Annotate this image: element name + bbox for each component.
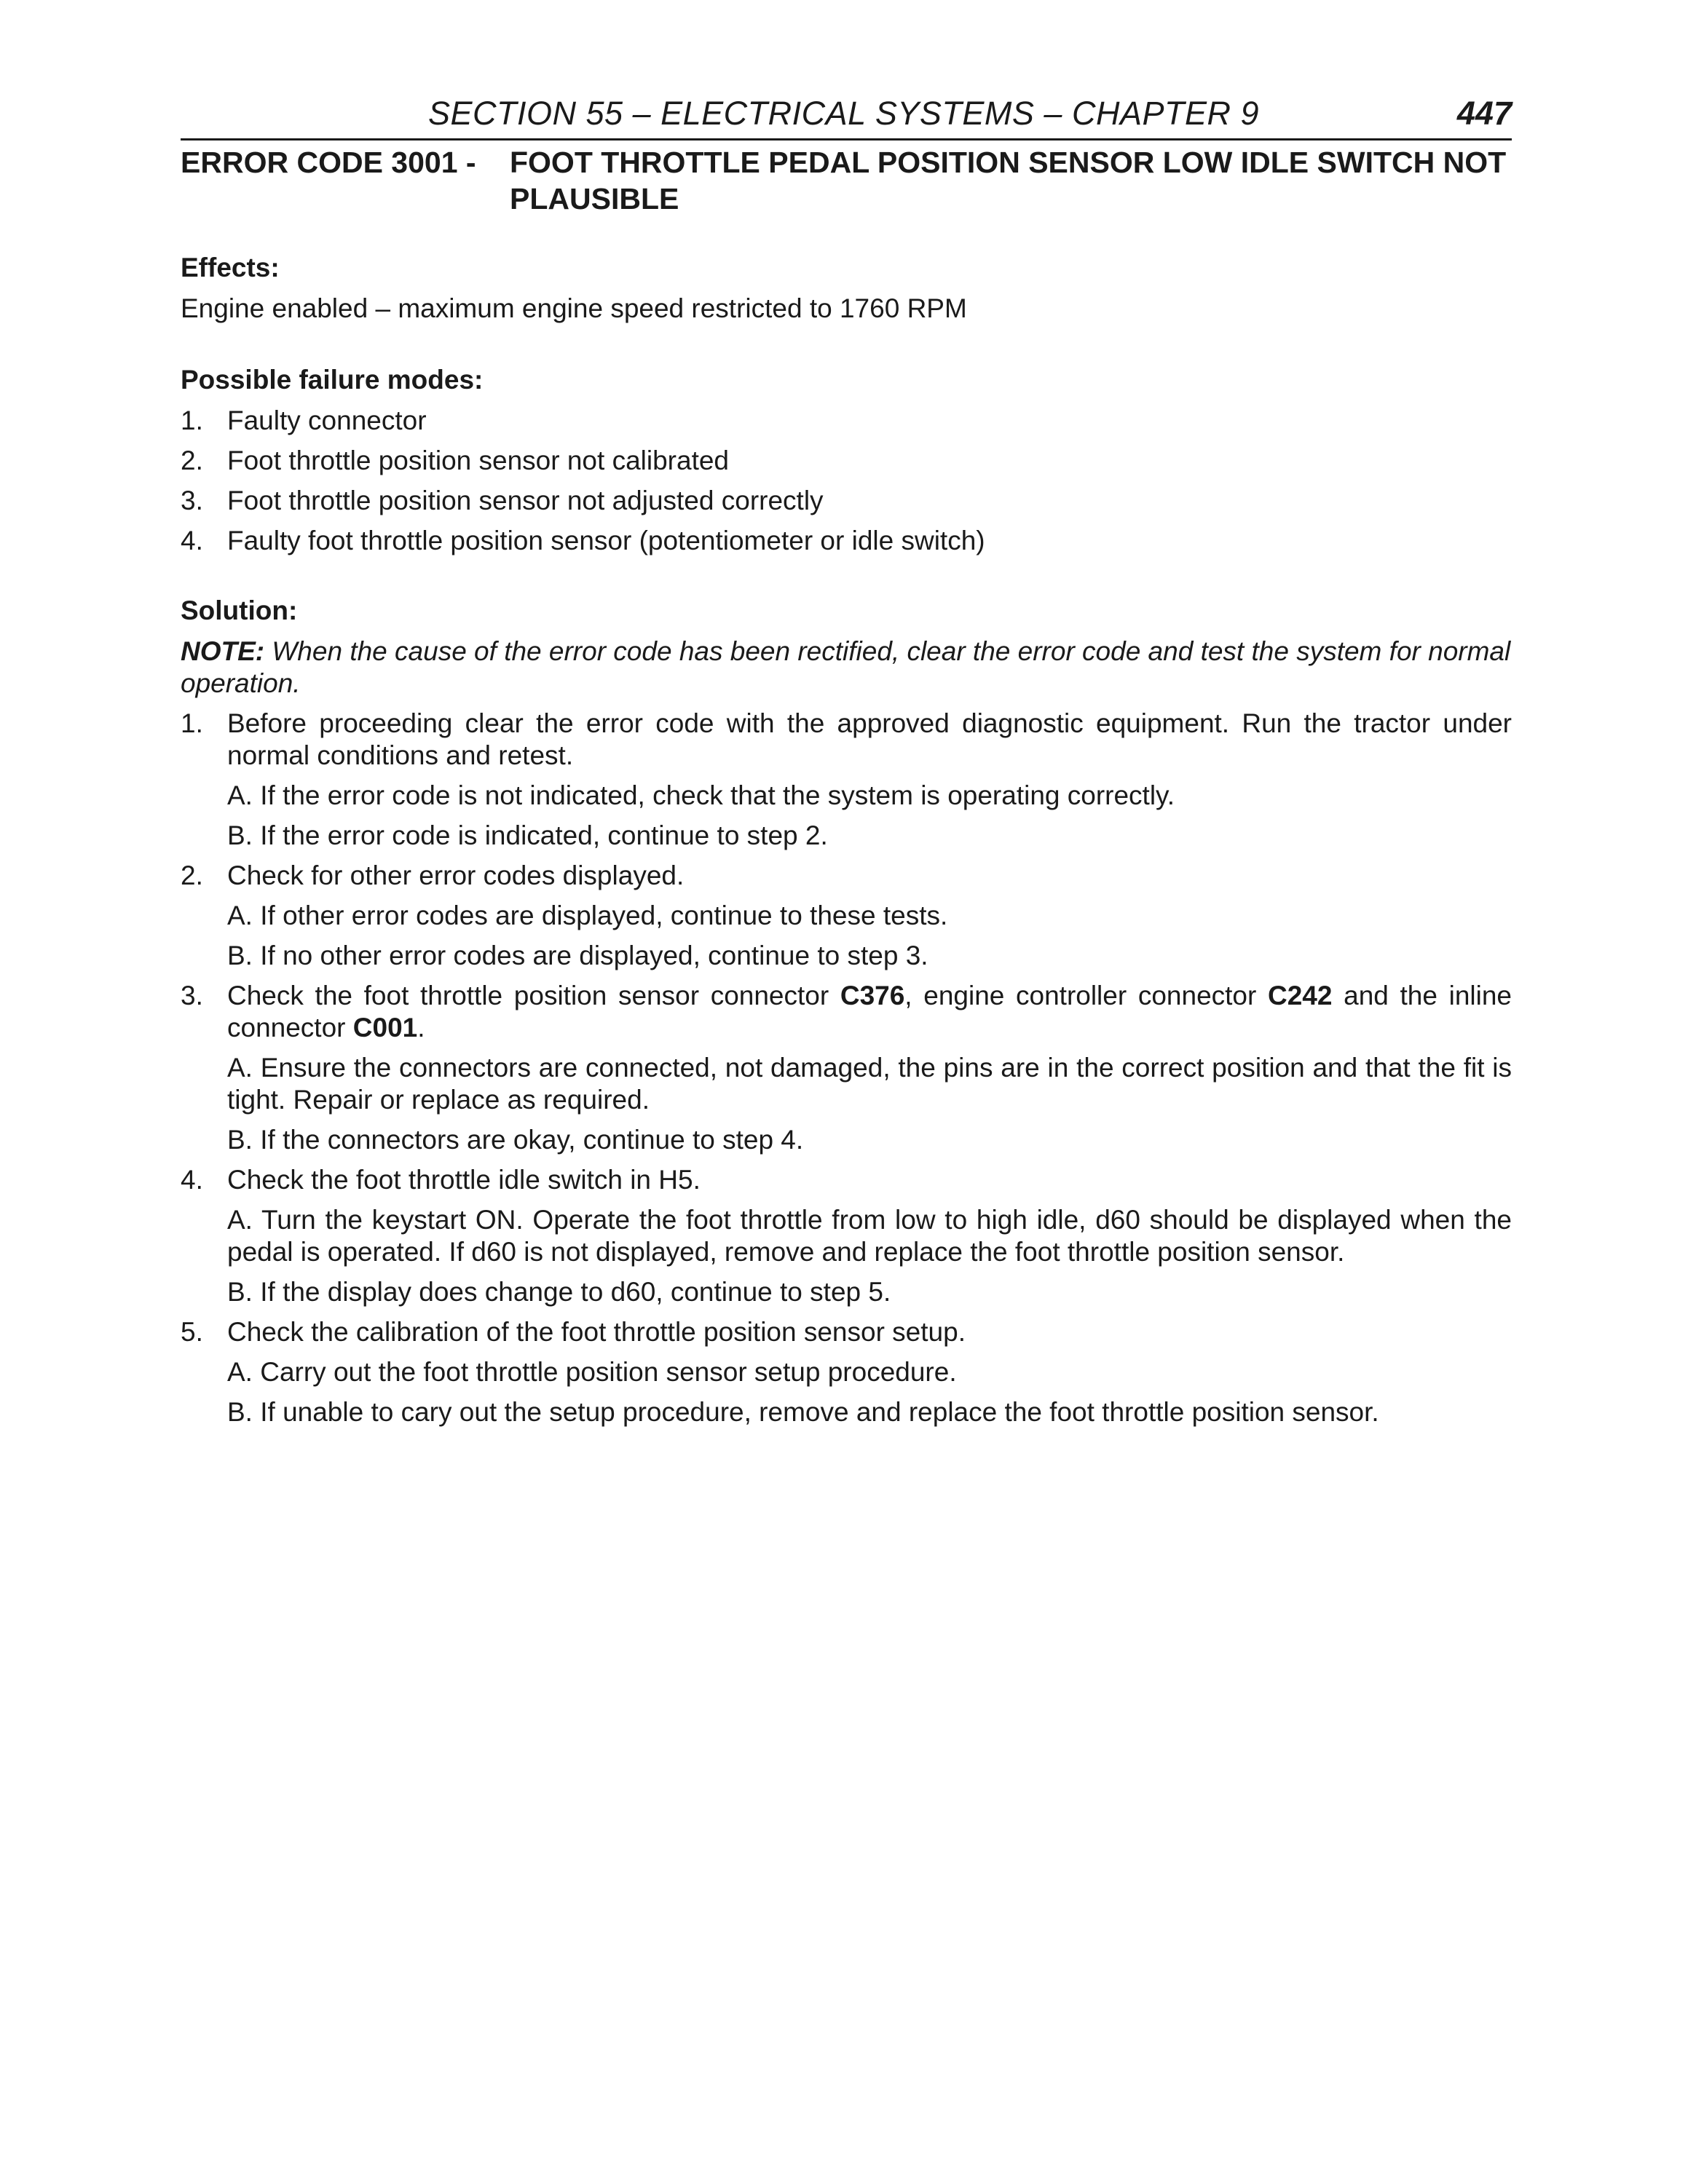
effects-text: Engine enabled – maximum engine speed restricted to 1760 RPM bbox=[181, 293, 967, 323]
step-sub-item: B. If unable to cary out the setup procedure, remove and replace the foot throttle position sensor. bbox=[227, 1397, 1379, 1427]
connector-code: C376 bbox=[840, 981, 905, 1010]
list-item-text: Faulty connector bbox=[227, 405, 427, 435]
step-text-part: . bbox=[417, 1013, 425, 1042]
step-text-part: , engine controller connector bbox=[904, 981, 1268, 1010]
step-text bbox=[227, 981, 1512, 1042]
page-content bbox=[181, 252, 1512, 1436]
solution-step bbox=[181, 860, 1512, 892]
list-number: 1. bbox=[181, 405, 203, 435]
solution-step bbox=[181, 980, 1512, 1044]
failure-mode-item bbox=[181, 525, 1512, 557]
failure-modes-list bbox=[181, 405, 1512, 557]
solution-step bbox=[181, 708, 1512, 772]
list-item-text: Foot throttle position sensor not adjusted correctly bbox=[227, 486, 824, 515]
step-sub-item: A. Turn the keystart ON. Operate the foot throttle from low to high idle, d60 should be displayed when the pedal is operated. If d60 is not displayed, remove and replace the foot throttle position sensor. bbox=[227, 1205, 1512, 1267]
note-paragraph bbox=[181, 636, 1512, 700]
effects-label: Effects: bbox=[181, 253, 280, 282]
step-sub-item: B. If the error code is indicated, continue to step 2. bbox=[227, 820, 828, 850]
step-number: 4. bbox=[181, 1165, 203, 1195]
step-number: 2. bbox=[181, 860, 203, 890]
failure-modes-label: Possible failure modes: bbox=[181, 365, 484, 395]
error-title: FOOT THROTTLE PEDAL POSITION SENSOR LOW IDLE SWITCH NOT PLAUSIBLE bbox=[510, 146, 1507, 215]
list-item-text: Foot throttle position sensor not calibrated bbox=[227, 446, 729, 475]
failure-mode-item bbox=[181, 445, 1512, 477]
note-label: NOTE: bbox=[181, 636, 265, 666]
solution-label: Solution: bbox=[181, 596, 298, 625]
step-sub-item: A. Carry out the foot throttle position sensor setup procedure. bbox=[227, 1357, 957, 1387]
step-sub-item: A. If the error code is not indicated, check that the system is operating correctly. bbox=[227, 780, 1175, 810]
step-text: Check for other error codes displayed. bbox=[227, 860, 685, 890]
connector-code: C001 bbox=[352, 1013, 418, 1042]
list-number: 4. bbox=[181, 526, 203, 555]
step-sub-item: B. If no other error codes are displayed, continue to step 3. bbox=[227, 941, 928, 970]
step-text: Check the foot throttle idle switch in H5. bbox=[227, 1165, 701, 1195]
failure-mode-item bbox=[181, 485, 1512, 517]
step-sub-item: B. If the connectors are okay, continue to step 4. bbox=[227, 1125, 804, 1155]
step-number: 5. bbox=[181, 1317, 203, 1347]
solution-step bbox=[181, 1316, 1512, 1348]
list-number: 3. bbox=[181, 486, 203, 515]
step-text: Check the calibration of the foot throttle position sensor setup. bbox=[227, 1317, 966, 1347]
step-text-part: Check the foot throttle position sensor connector bbox=[227, 981, 840, 1010]
step-sub-item: A. Ensure the connectors are connected, not damaged, the pins are in the correct position and that the fit is tight. Repair or replace as required. bbox=[227, 1053, 1512, 1115]
note-text: When the cause of the error code has been rectified, clear the error code and test the system for normal operation. bbox=[181, 636, 1511, 698]
running-header bbox=[181, 90, 1512, 141]
connector-code: C242 bbox=[1268, 981, 1333, 1010]
step-number: 1. bbox=[181, 708, 203, 738]
running-title: SECTION 55 – ELECTRICAL SYSTEMS – CHAPTER 9 bbox=[428, 95, 1260, 132]
failure-mode-item bbox=[181, 405, 1512, 437]
error-code-label: ERROR CODE 3001 - bbox=[181, 146, 476, 179]
step-text-part: and the inline connector bbox=[227, 981, 1512, 1042]
failure-modes-section bbox=[181, 364, 1512, 557]
step-sub-item: A. If other error codes are displayed, continue to these tests. bbox=[227, 901, 948, 930]
page-number: 447 bbox=[1456, 95, 1512, 132]
solution-step bbox=[181, 1164, 1512, 1196]
step-text: Before proceeding clear the error code with the approved diagnostic equipment. Run the tractor under normal conditions and retest. bbox=[227, 708, 1512, 770]
list-number: 2. bbox=[181, 446, 203, 475]
effects-section bbox=[181, 252, 1512, 325]
list-item-text: Faulty foot throttle position sensor (potentiometer or idle switch) bbox=[227, 526, 985, 555]
step-sub-item: B. If the display does change to d60, continue to step 5. bbox=[227, 1277, 891, 1307]
solution-section bbox=[181, 595, 1512, 1428]
step-number: 3. bbox=[181, 981, 203, 1010]
